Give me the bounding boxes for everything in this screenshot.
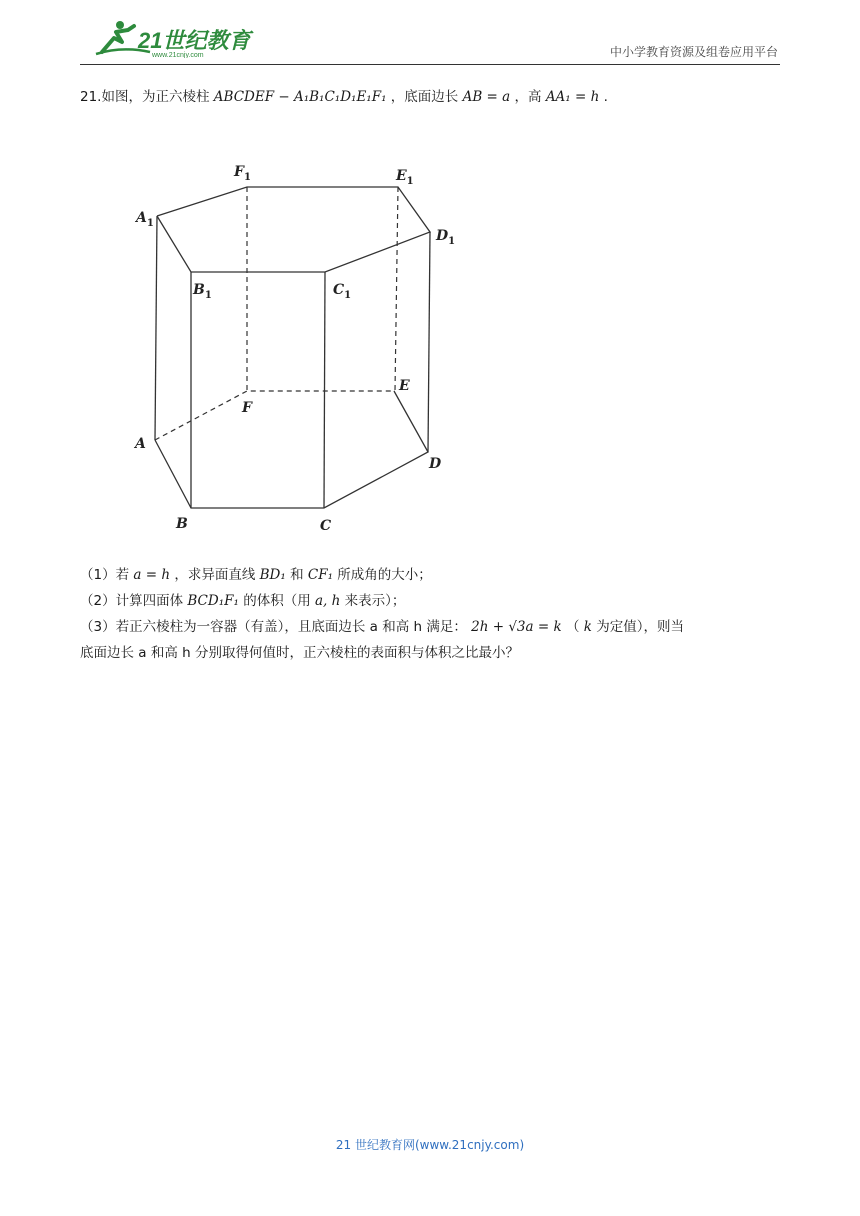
math-expr: a = h bbox=[133, 567, 171, 583]
part-text: （1）若 bbox=[80, 567, 130, 583]
label-f1: $F_1$ bbox=[234, 164, 251, 183]
math-expr: a, h bbox=[315, 593, 341, 609]
svg-text:www.21cnjy.com: www.21cnjy.com bbox=[152, 52, 204, 58]
label-d: D bbox=[429, 456, 442, 472]
part-3 bbox=[80, 614, 780, 640]
edge-length: AB = a bbox=[462, 89, 511, 105]
part-text: 和 bbox=[290, 567, 304, 583]
prism-name: ABCDEF − A₁B₁C₁D₁E₁F₁ bbox=[213, 89, 387, 105]
top-face-edges bbox=[157, 187, 430, 272]
height-expr: AA₁ = h bbox=[545, 89, 600, 105]
question-text: ，高 bbox=[514, 89, 542, 105]
question-text: . bbox=[603, 89, 608, 105]
math-expr: k bbox=[583, 619, 592, 635]
label-e1: $E_1$ bbox=[396, 168, 414, 187]
part-3-continued: 底面边长 a 和高 h 分别取得何值时，正六棱柱的表面积与体积之比最小？ bbox=[80, 645, 519, 661]
part-text: 所成角的大小； bbox=[337, 567, 432, 583]
label-f: F bbox=[242, 400, 252, 416]
label-c1: $C_1$ bbox=[333, 282, 352, 301]
page-footer: 21 世纪教育网(www.21cnjy.com) bbox=[335, 1138, 525, 1152]
math-expr: CF₁ bbox=[307, 567, 333, 583]
page-header bbox=[80, 14, 780, 65]
edge-cc1 bbox=[324, 272, 325, 508]
edge-aa1 bbox=[155, 216, 157, 440]
edge-ee1-hidden bbox=[395, 187, 398, 391]
bottom-visible-edges bbox=[155, 391, 428, 508]
question-intro: 如图，为正六棱柱 bbox=[101, 89, 210, 105]
edge-dd1 bbox=[428, 232, 430, 452]
part-text: 的体积（用 bbox=[243, 593, 311, 609]
part-text: （3）若正六棱柱为一容器（有盖），且底面边长 a 和高 h 满足： bbox=[80, 619, 467, 635]
question-stem bbox=[80, 86, 780, 108]
label-c: C bbox=[320, 518, 332, 534]
math-expr: 2h + √3a = k bbox=[471, 619, 562, 635]
site-logo bbox=[92, 18, 262, 58]
label-b: B bbox=[176, 516, 188, 532]
part-2 bbox=[80, 588, 780, 614]
label-a1: $A_1$ bbox=[136, 210, 154, 229]
part-text: 来表示）； bbox=[344, 593, 406, 609]
question-number: 21. bbox=[80, 89, 102, 105]
part-text: （2）计算四面体 bbox=[80, 593, 184, 609]
label-d1: $D_1$ bbox=[436, 228, 456, 247]
math-expr: BD₁ bbox=[259, 567, 286, 583]
hexagonal-prism-figure bbox=[120, 150, 470, 540]
math-expr: BCD₁F₁ bbox=[187, 593, 239, 609]
part-text: ，求异面直线 bbox=[174, 567, 256, 583]
question-parts bbox=[80, 562, 780, 666]
part-1 bbox=[80, 562, 780, 588]
label-e: E bbox=[399, 378, 410, 394]
label-a: A bbox=[135, 436, 146, 452]
question-text: ，底面边长 bbox=[390, 89, 459, 105]
svg-text:21世纪教育: 21世纪教育 bbox=[138, 28, 251, 53]
site-name: 中小学教育资源及组卷应用平台 bbox=[609, 45, 778, 59]
part-text: （ bbox=[565, 619, 580, 635]
label-b1: $B_1$ bbox=[193, 282, 212, 301]
part-text: 为定值），则当 bbox=[596, 619, 684, 635]
